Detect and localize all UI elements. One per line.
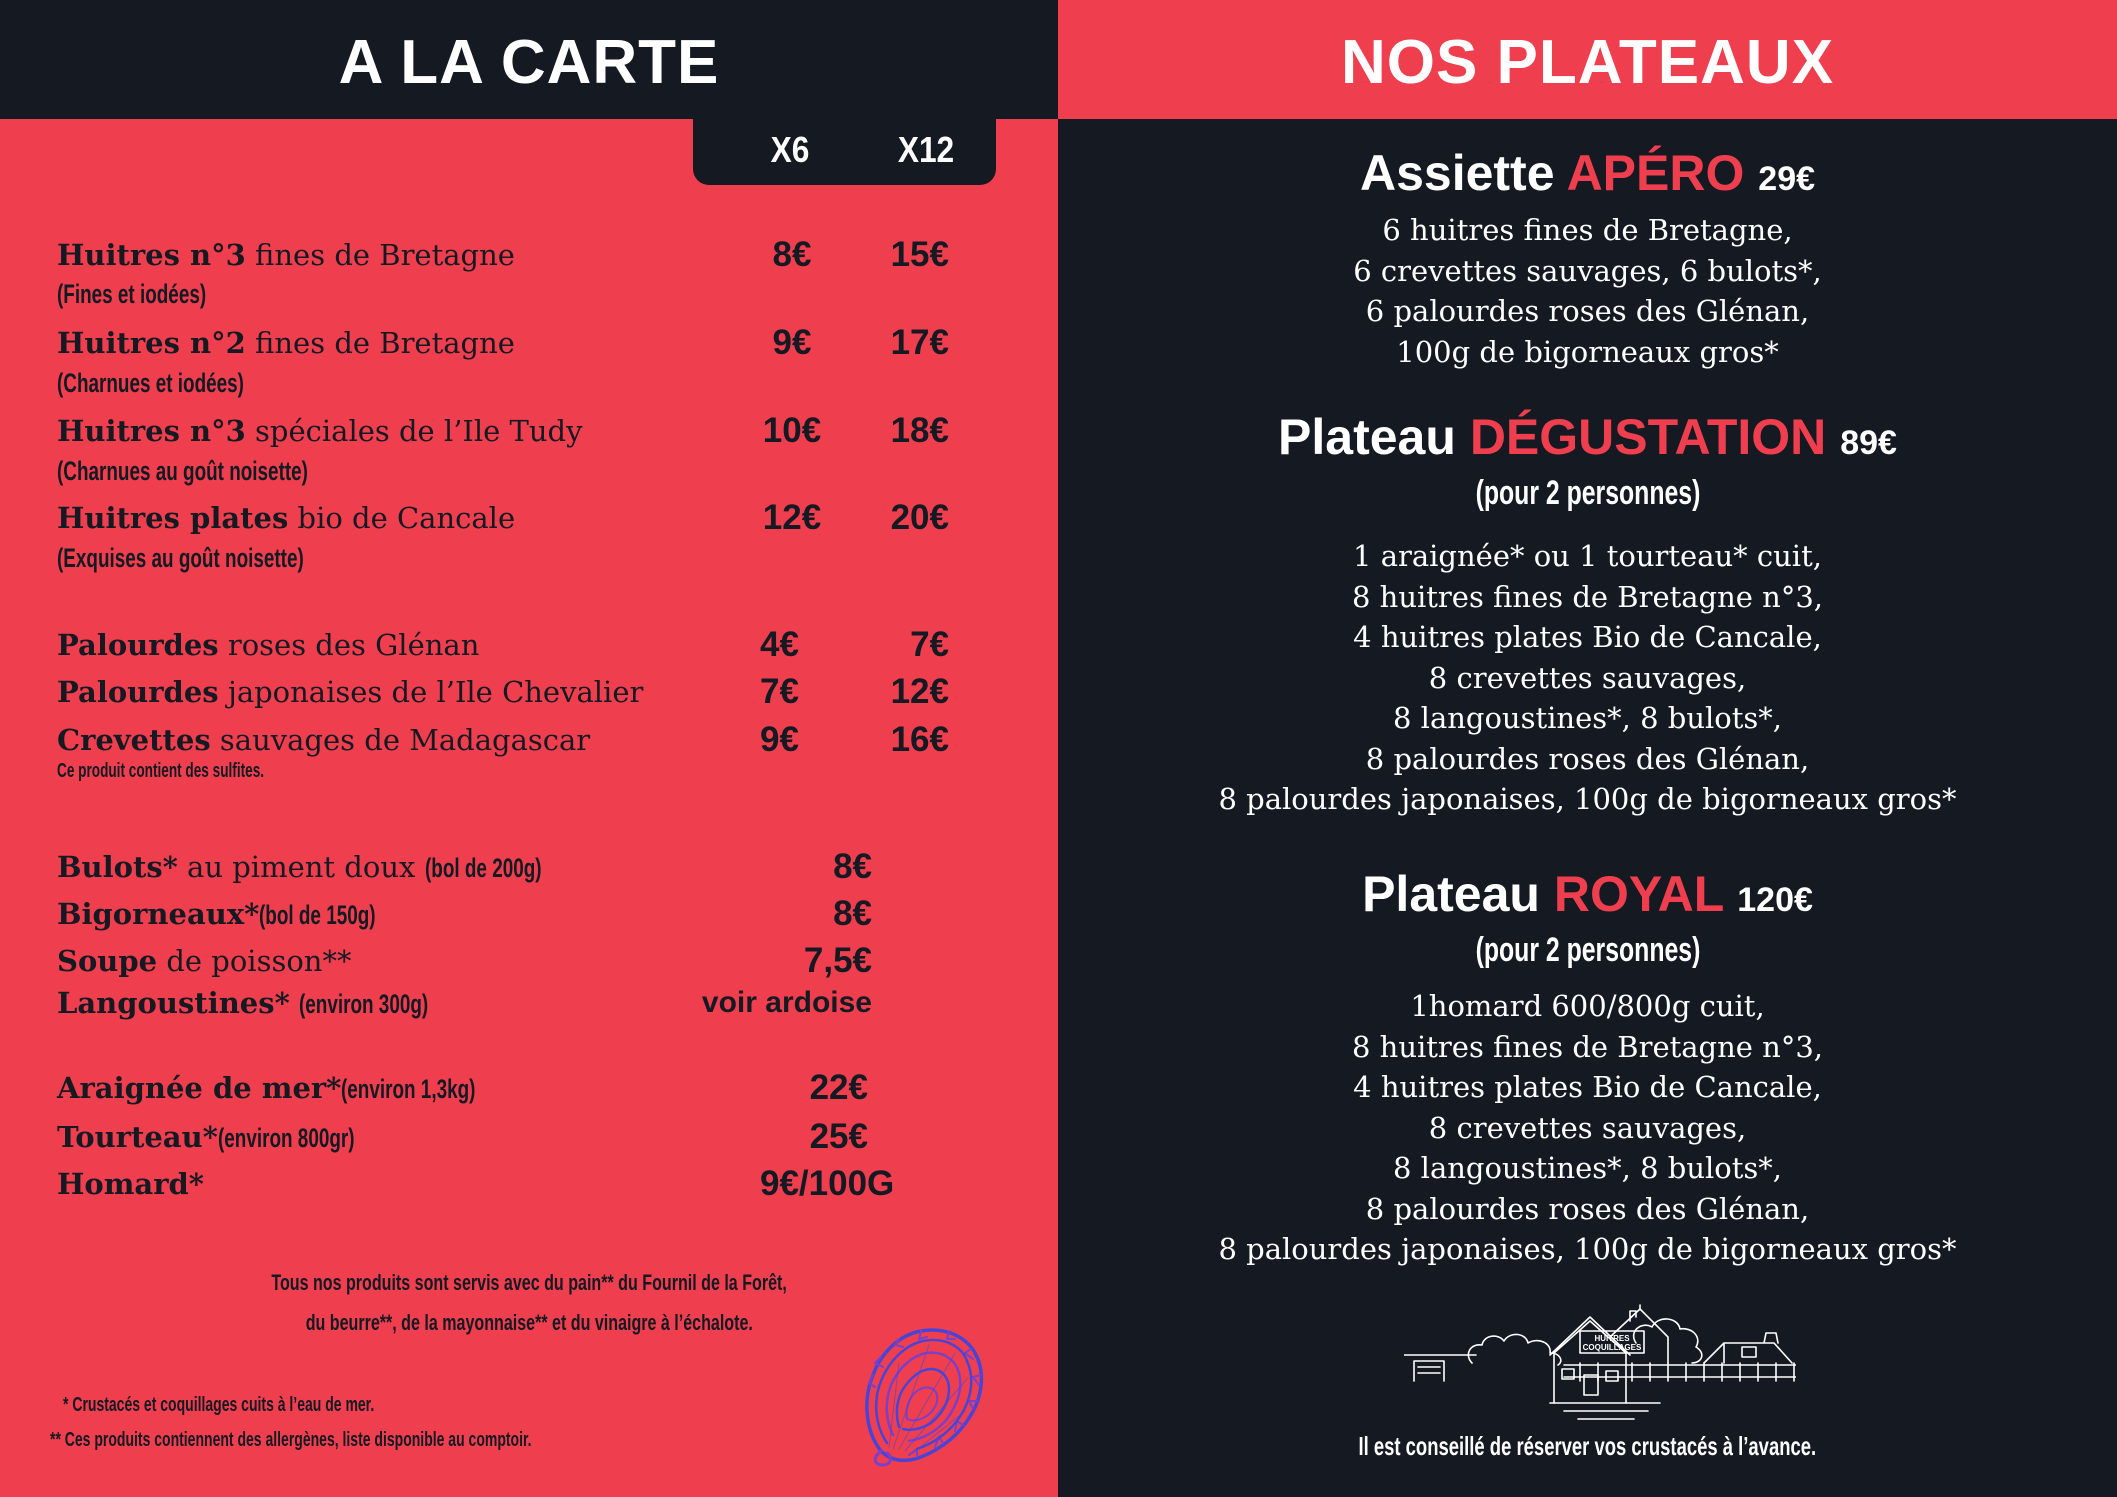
price-x12: 17€ xyxy=(890,323,949,362)
item-name: Huitres n°3 xyxy=(57,238,246,272)
plateau-subtitle: (pour 2 personnes) xyxy=(1475,931,1700,969)
plateau-items-apero xyxy=(1058,210,2117,372)
item-name: Langoustines* xyxy=(57,986,290,1020)
fence xyxy=(1564,1363,1796,1381)
item-note: (Fines et iodées) xyxy=(57,279,207,309)
plateau-item: 6 palourdes roses des Glénan, xyxy=(1365,294,1810,328)
plateau-item: 1homard 600/800g cuit, xyxy=(1410,989,1765,1023)
price-x6: 4€ xyxy=(760,625,799,664)
price-x12: 15€ xyxy=(890,235,949,274)
sign-text-line-1: HUITRES xyxy=(1594,1334,1630,1343)
menu-item-bigorneaux xyxy=(57,896,426,933)
sulfites-note: Ce produit contient des sulfites. xyxy=(57,760,265,782)
item-note: (Exquises au goût noisette) xyxy=(57,543,304,573)
menu-item-bulots xyxy=(57,849,591,886)
menu-item-oyster-1 xyxy=(57,237,515,273)
item-description: de poisson** xyxy=(157,944,352,978)
plateau-item: 4 huitres plates Bio de Cancale, xyxy=(1353,620,1822,654)
item-description: au piment doux xyxy=(177,850,425,884)
item-detail: (bol de 150g) xyxy=(259,900,376,930)
item-name: Araignée de mer* xyxy=(57,1071,342,1105)
seafood-shack-illustration xyxy=(1404,1303,1796,1424)
plateau-item: 8 huitres fines de Bretagne n°3, xyxy=(1351,579,1824,614)
plateau-title-royal xyxy=(1058,864,2117,930)
plateau-item: 100g de bigorneaux gros* xyxy=(1396,334,1779,369)
ground-hatching xyxy=(1550,1403,1660,1419)
reservation-advice xyxy=(1058,1429,2117,1467)
item-name: Tourteau* xyxy=(57,1120,218,1154)
item-description: bio de Cancale xyxy=(288,501,516,535)
item-price: 9€/100G xyxy=(760,1164,895,1203)
plateau-item: 1 araignée* ou 1 tourteau* cuit, xyxy=(1353,539,1822,573)
footer-text: Tous nos produits sont servis avec du pain** du Fournil de la Forêt, xyxy=(271,1270,787,1295)
column-x12-label: X12 xyxy=(897,129,955,170)
plateau-name: APÉRO xyxy=(1566,145,1745,201)
item-name: Bigorneaux* xyxy=(57,897,260,931)
price-x6: 8€ xyxy=(772,235,812,274)
price-x6: 9€ xyxy=(760,720,799,759)
menu-item-langoustines xyxy=(57,985,484,1022)
plateau-item: 8 langoustines*, 8 bulots*, xyxy=(1393,701,1782,735)
item-detail: (bol de 200g) xyxy=(424,853,542,883)
item-price: 8€ xyxy=(833,894,872,933)
shed xyxy=(1704,1333,1792,1363)
price-x12: 20€ xyxy=(890,498,949,537)
a-la-carte-title: A LA CARTE xyxy=(338,28,720,97)
item-name: Palourdes xyxy=(57,628,219,662)
plateau-prefix: Plateau xyxy=(1278,409,1456,465)
item-name: Crevettes xyxy=(57,723,211,757)
plateau-item: 8 crevettes sauvages, xyxy=(1428,660,1747,695)
plateaux-title: NOS PLATEAUX xyxy=(1340,28,1835,97)
plateaux-panel xyxy=(1058,0,2117,1497)
small-sign xyxy=(1414,1361,1444,1381)
footer-text: du beurre**, de la mayonnaise** et du vinaigre à l’échalote. xyxy=(305,1310,753,1335)
item-name: Homard* xyxy=(57,1167,204,1201)
oyster-shell xyxy=(867,1330,982,1465)
menu-item-oyster-3 xyxy=(57,413,583,449)
item-description: sauvages de Madagascar xyxy=(210,723,591,757)
plateau-item: 8 palourdes roses des Glénan, xyxy=(1365,1191,1810,1226)
price-x12: 12€ xyxy=(890,672,949,711)
advice-text: Il est conseillé de réserver vos crustacés à l’avance. xyxy=(1358,1431,1817,1461)
plateau-title-degustation xyxy=(1058,407,2117,473)
plateaux-header xyxy=(1058,0,2117,119)
plateau-subtitle-degustation xyxy=(1058,472,2117,520)
item-name: Huitres n°2 xyxy=(57,326,246,360)
price-x12: 7€ xyxy=(910,625,949,664)
plateau-subtitle-royal xyxy=(1058,929,2117,977)
menu-item-tourteau xyxy=(57,1119,413,1156)
footnote-text: * Crustacés et coquillages cuits à l’eau de mer. xyxy=(63,1394,375,1416)
item-name: Soupe xyxy=(57,944,158,978)
item-detail: (environ 300g) xyxy=(298,989,429,1019)
item-note: (Charnues et iodées) xyxy=(57,368,244,398)
trees-left xyxy=(1468,1334,1560,1365)
menu-item-oyster-4 xyxy=(57,500,515,536)
plateau-item: 8 crevettes sauvages, xyxy=(1428,1110,1747,1145)
footnote-double-star xyxy=(50,1427,738,1453)
plateau-item: 8 palourdes japonaises, 100g de bigorneaux gros* xyxy=(1218,1232,1957,1266)
a-la-carte-panel xyxy=(0,0,1058,1497)
plateau-title-apero xyxy=(1058,143,2117,209)
shell-ridge xyxy=(906,1388,937,1421)
plateau-item: 8 huitres fines de Bretagne n°3, xyxy=(1351,1029,1824,1064)
plateau-price: 29€ xyxy=(1758,160,1816,198)
plateau-name: DÉGUSTATION xyxy=(1469,409,1827,465)
quantity-column-header xyxy=(693,118,996,185)
plateau-items-royal xyxy=(1058,986,2117,1270)
plateau-name: ROYAL xyxy=(1553,866,1724,922)
plateau-item: 8 palourdes japonaises, 100g de bigorneaux gros* xyxy=(1218,782,1957,816)
menu-item-soupe xyxy=(57,943,351,979)
plateau-item: 8 palourdes roses des Glénan, xyxy=(1365,741,1810,776)
footnote-single-star xyxy=(63,1392,508,1418)
item-price: voir ardoise xyxy=(701,986,872,1019)
item-name: Huitres plates xyxy=(57,501,289,535)
plateau-price: 120€ xyxy=(1737,881,1813,919)
plateau-prefix: Plateau xyxy=(1362,866,1540,922)
item-description: roses des Glénan xyxy=(218,628,480,662)
item-price: 22€ xyxy=(809,1068,868,1107)
item-note: (Charnues au goût noisette) xyxy=(57,456,308,486)
plateau-prefix: Assiette xyxy=(1359,145,1555,201)
column-x6-label: X6 xyxy=(770,129,810,170)
menu-item-shrimp xyxy=(57,722,590,758)
shell-ridge xyxy=(897,1369,949,1430)
price-x6: 9€ xyxy=(772,323,812,362)
menu-item-homard xyxy=(57,1166,204,1202)
sign-text-line-2: COQUILLAGES xyxy=(1582,1343,1642,1352)
item-detail: (environ 1,3kg) xyxy=(341,1074,476,1104)
item-name: Huitres n°3 xyxy=(57,414,246,448)
price-x12: 16€ xyxy=(890,720,949,759)
item-description: spéciales de l’Ile Tudy xyxy=(245,414,583,448)
shell-outline xyxy=(867,1330,982,1460)
plateau-item: 8 langoustines*, 8 bulots*, xyxy=(1393,1151,1782,1185)
a-la-carte-header xyxy=(0,0,1058,119)
oyster-illustration xyxy=(859,1323,986,1469)
price-x12: 18€ xyxy=(890,411,949,450)
plateau-subtitle: (pour 2 personnes) xyxy=(1475,474,1700,512)
plateau-item: 6 huitres fines de Bretagne, xyxy=(1382,213,1793,247)
menu-item-araignee xyxy=(57,1070,533,1107)
plateau-item: 6 crevettes sauvages, 6 bulots*, xyxy=(1353,253,1822,288)
plateau-items-degustation xyxy=(1058,536,2117,820)
price-x6: 7€ xyxy=(760,672,799,711)
item-price: 7,5€ xyxy=(803,941,872,980)
item-price: 8€ xyxy=(833,847,872,886)
item-description xyxy=(290,986,299,1020)
item-name: Palourdes xyxy=(57,675,219,709)
menu-item-clams-1 xyxy=(57,627,479,663)
item-price: 25€ xyxy=(809,1117,868,1156)
footnote-text: ** Ces produits contiennent des allergènes, liste disponible au comptoir. xyxy=(50,1429,532,1451)
window xyxy=(1606,1371,1618,1381)
item-name: Bulots* xyxy=(57,850,178,884)
footer-line-1 xyxy=(0,1269,1058,1297)
item-detail: (environ 800gr) xyxy=(217,1123,355,1153)
menu-item-oyster-2 xyxy=(57,325,515,361)
menu-item-clams-2 xyxy=(57,674,643,710)
door xyxy=(1584,1375,1598,1395)
price-x6: 10€ xyxy=(762,411,822,450)
plateau-price: 89€ xyxy=(1840,424,1897,462)
item-description: fines de Bretagne xyxy=(245,326,515,360)
price-x6: 12€ xyxy=(762,498,822,537)
plateau-item: 4 huitres plates Bio de Cancale, xyxy=(1353,1070,1822,1104)
item-description: japonaises de l’Ile Chevalier xyxy=(218,675,644,709)
item-description: fines de Bretagne xyxy=(245,238,515,272)
